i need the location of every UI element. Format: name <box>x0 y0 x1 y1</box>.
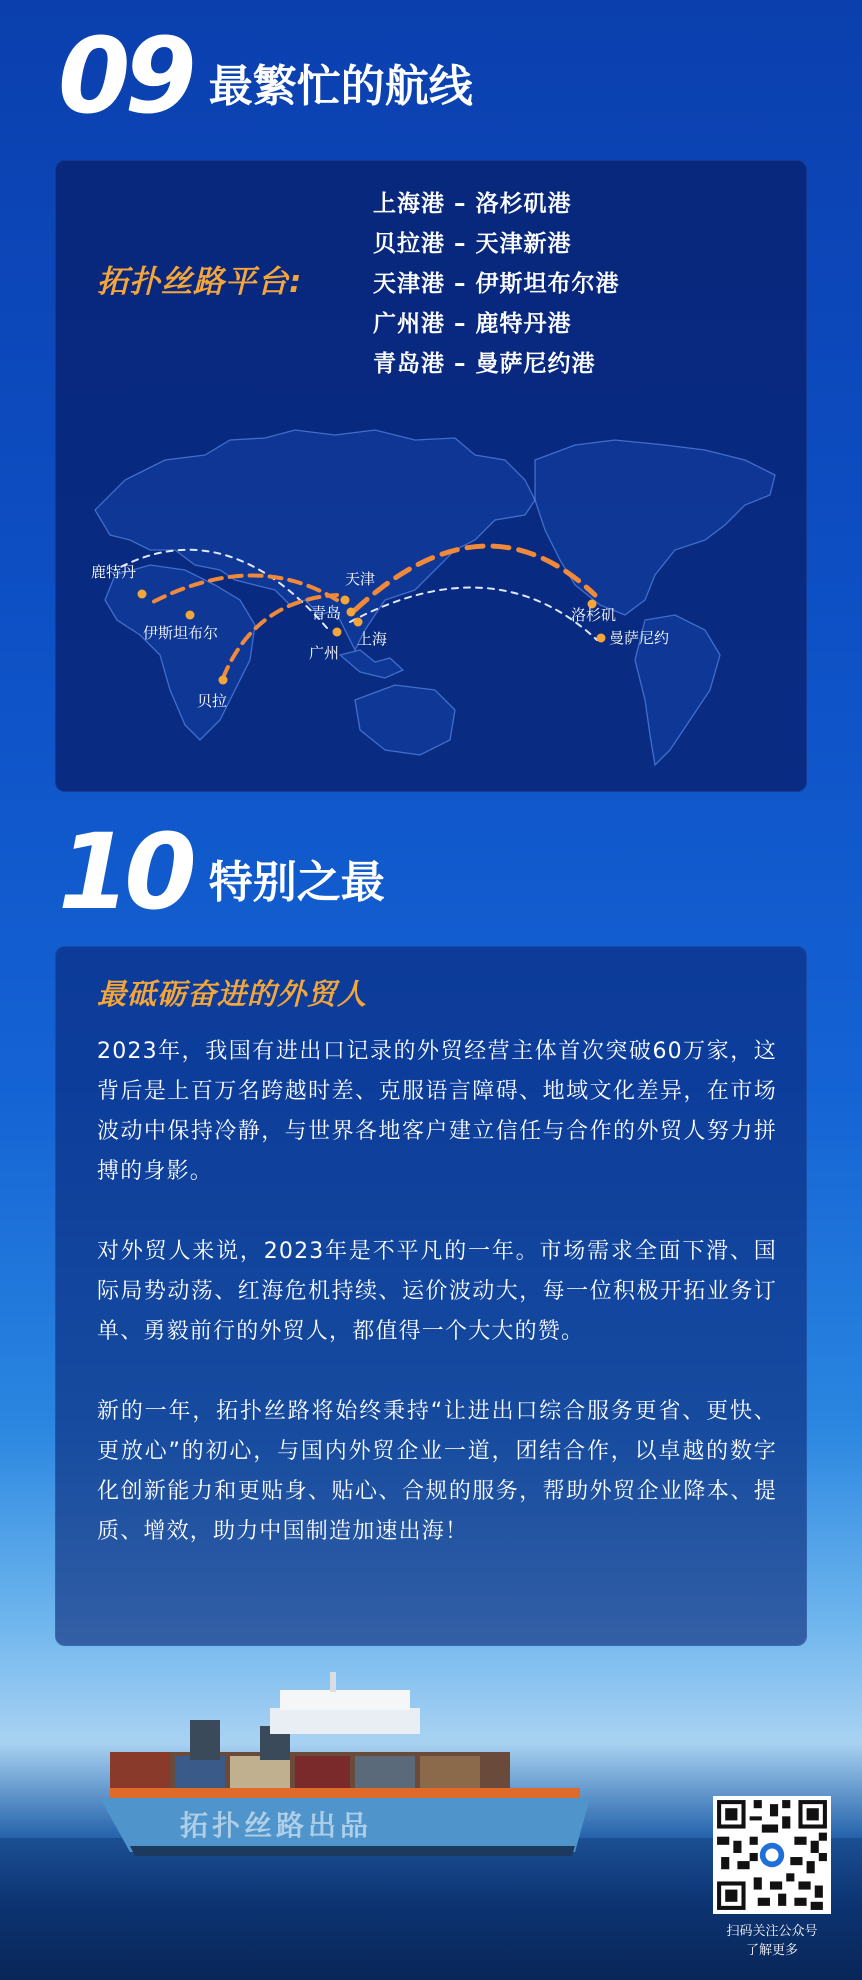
map-label-losangeles: 洛杉矶 <box>571 606 617 624</box>
port-dot-tianjin <box>341 596 350 605</box>
port-dot-qingdao <box>347 608 356 617</box>
route-item: 广州港 – 鹿特丹港 <box>373 311 572 337</box>
ship-hull-text: 拓扑丝路出品 <box>180 1809 373 1842</box>
world-route-map <box>55 400 807 792</box>
map-label-beira: 贝拉 <box>197 692 228 710</box>
paragraph: 对外贸人来说，2023年是不平凡的一年。市场需求全面下滑、国际局势动荡、红海危机持续、运价波动大，每一位积极开拓业务订单、勇毅前行的外贸人，都值得一个大大的赞。 <box>97 1239 777 1344</box>
australia-shape <box>355 685 455 755</box>
section-10-title: 特别之最 <box>208 857 385 908</box>
route-item: 青岛港 – 曼萨尼约港 <box>373 351 596 377</box>
section-9-title: 最繁忙的航线 <box>208 61 473 112</box>
north-america-shape <box>535 440 775 615</box>
map-label-qingdao: 青岛 <box>311 604 342 622</box>
map-label-manzanillo: 曼萨尼约 <box>609 629 670 647</box>
qr-caption-line2: 了解更多 <box>745 1943 798 1958</box>
qr-block <box>710 1796 834 1960</box>
platform-label: 拓扑丝路平台: <box>97 264 303 300</box>
paragraph-list <box>97 1032 777 1592</box>
paragraph: 新的一年，拓扑丝路将始终秉持“让进出口综合服务更省、更快、更放心”的初心，与国内外贸企业一道，团结合作，以卓越的数字化创新能力和更贴身、贴心、合规的服务，帮助外贸企业降本、提质、增效，助力中国制造加速出海！ <box>97 1399 777 1544</box>
port-dot-istanbul <box>186 611 195 620</box>
port-dot-guangzhou <box>333 628 342 637</box>
section-10-number: 10 <box>58 811 191 933</box>
qr-caption <box>710 1922 834 1960</box>
cargo-ship-image <box>0 1660 620 1870</box>
panel-heading: 最砥砺奋进的外贸人 <box>97 977 368 1011</box>
route-item: 上海港 – 洛杉矶港 <box>373 191 572 217</box>
qr-caption-line1: 扫码关注公众号 <box>726 1924 818 1939</box>
route-list <box>373 184 620 384</box>
section-9-number: 09 <box>58 15 191 137</box>
section-9-header <box>58 15 473 137</box>
paragraph: 2023年，我国有进出口记录的外贸经营主体首次突破60万家，这背后是上百万名跨越时差、克服语言障碍、地域文化差异，在市场波动中保持冷静，与世界各地客户建立信任与合作的外贸人努力拼搏的身影。 <box>97 1039 777 1184</box>
map-label-shanghai: 上海 <box>357 630 388 648</box>
text-panel <box>55 946 807 1646</box>
port-dot-beira <box>219 676 228 685</box>
map-label-istanbul: 伊斯坦布尔 <box>143 624 219 642</box>
islands-shape <box>340 650 403 678</box>
route-item: 贝拉港 – 天津新港 <box>373 231 572 257</box>
qr-code[interactable] <box>713 1796 831 1914</box>
routes-panel <box>55 160 807 792</box>
port-dot-manzanillo <box>597 634 606 643</box>
map-label-rotterdam: 鹿特丹 <box>91 563 137 581</box>
section-10-header <box>58 811 385 933</box>
port-dot-shanghai <box>354 618 363 627</box>
route-item: 天津港 – 伊斯坦布尔港 <box>373 271 620 297</box>
map-label-guangzhou: 广州 <box>309 644 340 662</box>
map-label-tianjin: 天津 <box>345 570 376 588</box>
port-dot-rotterdam <box>138 590 147 599</box>
